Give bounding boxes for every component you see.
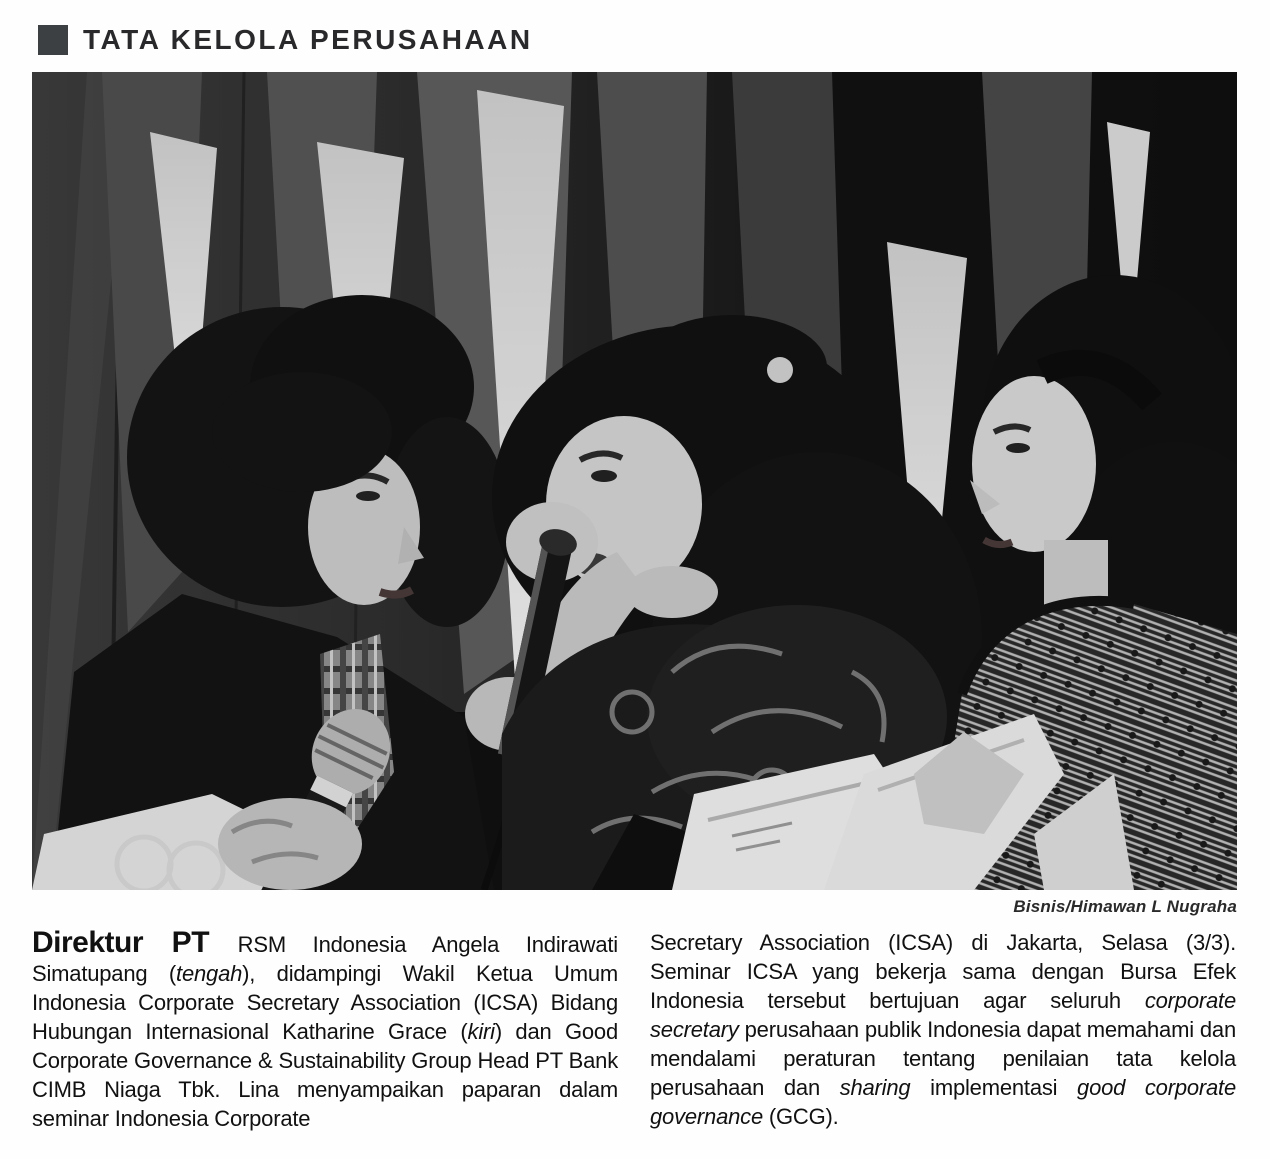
news-photo-scene bbox=[32, 72, 1237, 890]
caption bbox=[32, 928, 1237, 1133]
section-header bbox=[38, 24, 533, 56]
caption-left-column: Direktur PT RSM Indonesia Angela Indirawati Simatupang (tengah), didampingi Wakil Ketua Umum Indonesia Corporate Secretary Association (ICSA) Bidang Hubungan Internasional Katharine Grace (kiri) dan Good Corporate Governance & Sustainability Group Head PT Bank CIMB Niaga Tbk. Lina menyampaikan paparan dalam seminar Indonesia Corporate bbox=[32, 926, 618, 1131]
section-bullet-icon bbox=[38, 25, 68, 55]
section-title: TATA KELOLA PERUSAHAAN bbox=[83, 24, 533, 55]
photo-credit: Bisnis/Himawan L Nugraha bbox=[1013, 897, 1237, 916]
news-photo bbox=[32, 72, 1237, 890]
caption-right-column: Secretary Association (ICSA) di Jakarta, Selasa (3/3). Seminar ICSA yang bekerja sama dengan Bursa Efek Indonesia tersebut bertujuan agar seluruh corporate secretary perusahaan publik Indonesia dapat memahami dan mendalami peraturan tentang penilaian tata kelola perusahaan dan sharing implementasi good corporate governance (GCG). bbox=[650, 930, 1236, 1129]
